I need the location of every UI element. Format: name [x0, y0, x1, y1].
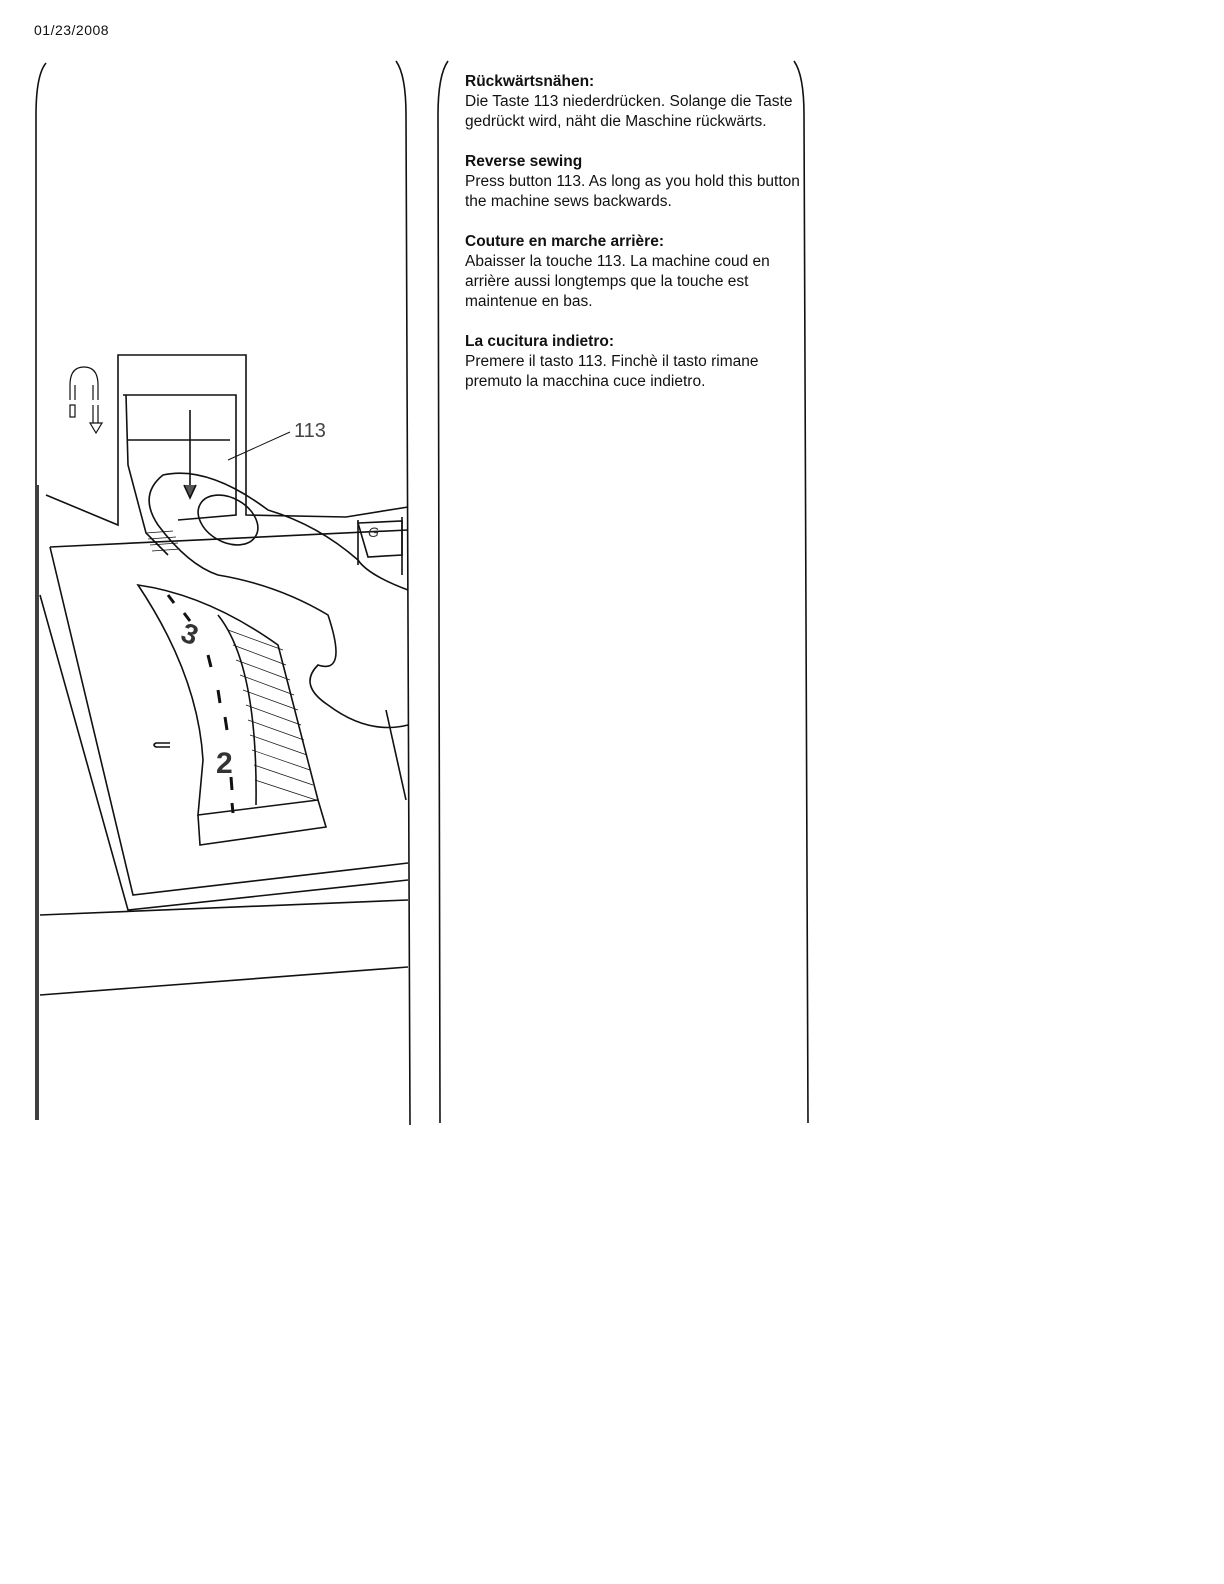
date-stamp: 01/23/2008 [34, 22, 110, 38]
section-heading-italian: La cucitura indietro: [465, 333, 614, 350]
section-german [465, 72, 805, 132]
reverse-arrow-icon [70, 367, 102, 433]
section-heading-french: Couture en marche arrière: [465, 233, 664, 250]
section-italian [465, 332, 805, 392]
text-panel-left-bracket [438, 61, 448, 1123]
section-english [465, 152, 805, 212]
section-heading-german: Rückwärtsnähen: [465, 73, 595, 90]
section-heading-english: Reverse sewing [465, 153, 583, 170]
dial-number-2: 2 [216, 747, 233, 780]
instructions-column [465, 72, 805, 412]
section-body-french: Abaisser la touche 113. La machine coud en arrière aussi longtemps que la touche est maintenue en bas. [465, 253, 770, 310]
section-body-german: Die Taste 113 niederdrücken. Solange die Taste gedrückt wird, näht die Maschine rückwärts. [465, 93, 793, 130]
section-body-english: Press button 113. As long as you hold this button the machine sews backwards. [465, 173, 800, 210]
callout-label-113: 113 [294, 420, 326, 442]
section-body-italian: Premere il tasto 113. Finchè il tasto rimane premuto la macchina cuce indietro. [465, 353, 759, 390]
dial-number-3: 3 [177, 616, 203, 652]
section-french [465, 232, 805, 312]
reverse-sewing-illustration [28, 55, 428, 1135]
panel-right-bracket [396, 61, 410, 1125]
marker-letter-g: G [368, 524, 379, 540]
